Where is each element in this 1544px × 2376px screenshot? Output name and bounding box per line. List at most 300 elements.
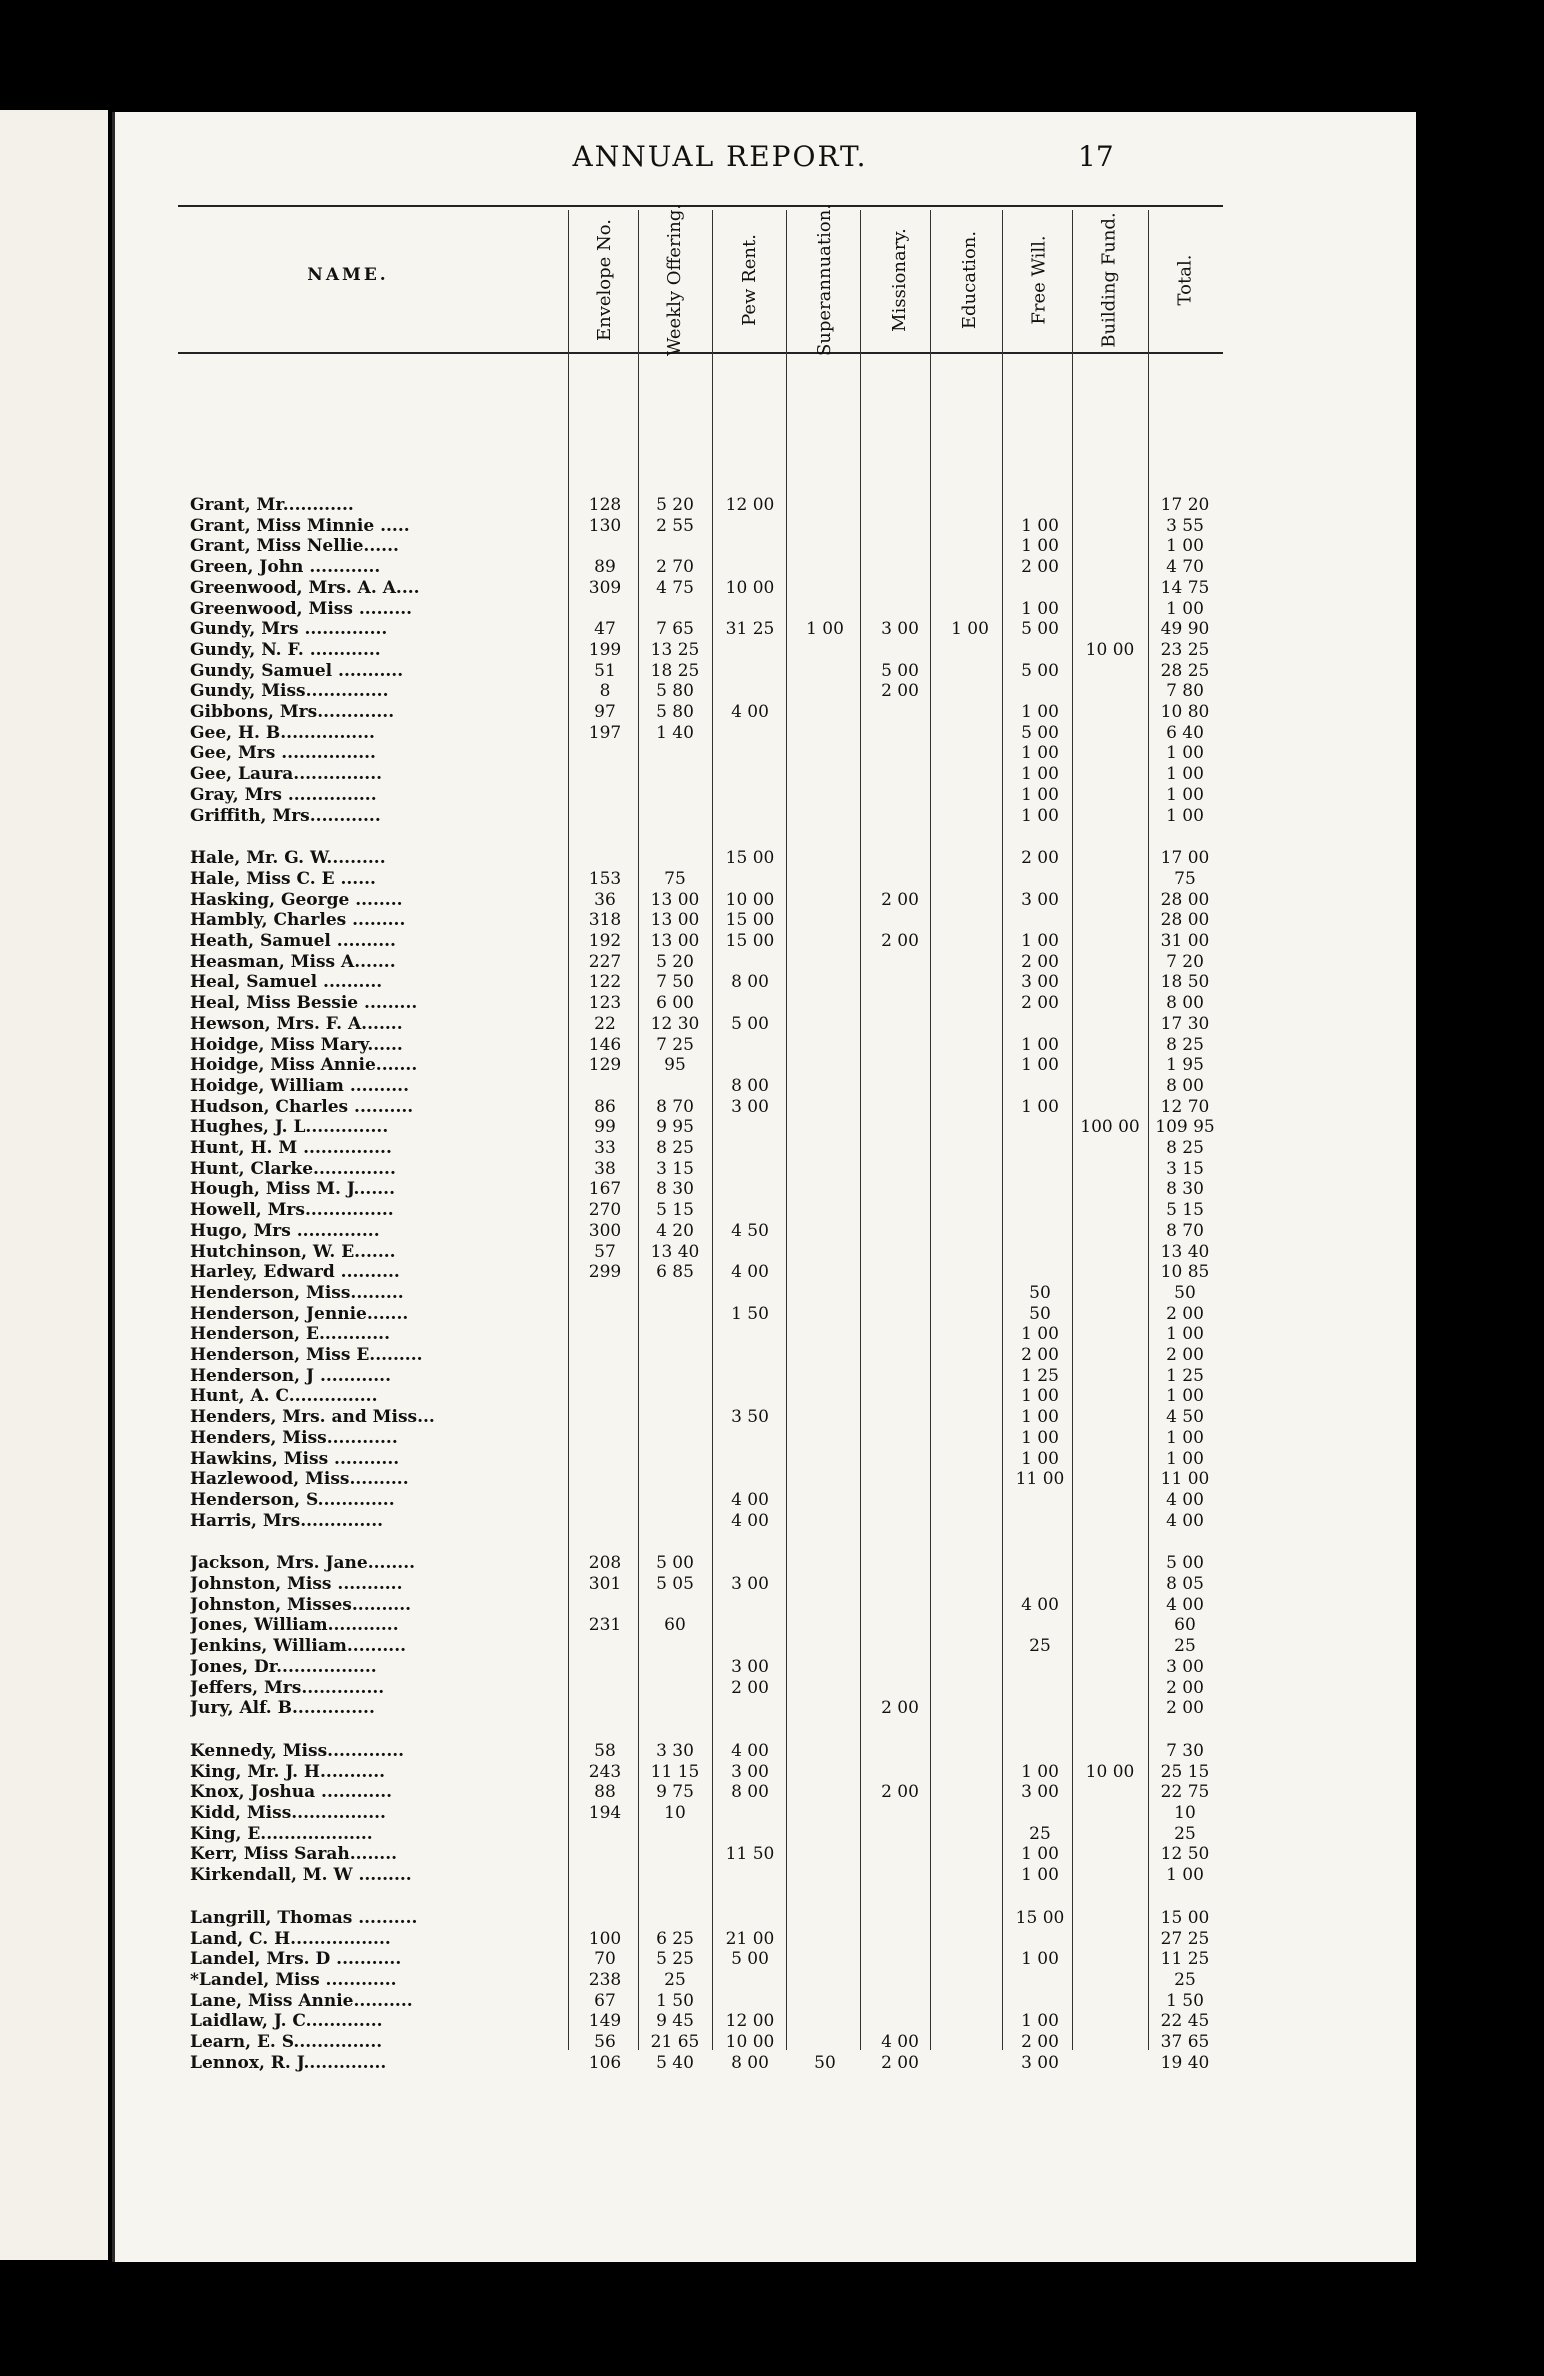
cell-total: 13 40 [1160, 1241, 1210, 1262]
cell-envelope: 38 [594, 1158, 616, 1179]
table-row [0, 1304, 1300, 1324]
cell-total: 50 [1174, 1282, 1196, 1303]
cell-free-will: 11 00 [1015, 1469, 1065, 1490]
table-row [0, 1657, 1300, 1677]
cell-name: Hoidge, William .......... [190, 1075, 410, 1096]
cell-pew-rent: 3 50 [731, 1407, 769, 1428]
cell-envelope: 318 [588, 910, 622, 931]
column-header-name: NAME. [307, 265, 389, 285]
cell-envelope: 270 [588, 1200, 622, 1221]
cell-free-will: 5 00 [1021, 619, 1059, 640]
cell-pew-rent: 4 50 [731, 1220, 769, 1241]
cell-weekly-offering: 2 55 [656, 515, 694, 536]
cell-total: 28 25 [1160, 660, 1210, 681]
cell-total: 37 65 [1160, 2032, 1210, 2052]
cell-total: 6 40 [1166, 722, 1204, 743]
cell-name: Harley, Edward .......... [190, 1262, 400, 1283]
table-row [0, 1595, 1300, 1615]
cell-name: Kidd, Miss................ [190, 1803, 386, 1823]
table-row [0, 1949, 1300, 1969]
table-row [0, 723, 1300, 743]
cell-name: Grant, Miss Nellie...... [190, 536, 399, 557]
cell-name: Jeffers, Mrs.............. [190, 1677, 385, 1698]
cell-weekly-offering: 4 20 [656, 1220, 694, 1241]
cell-envelope: 67 [594, 1990, 616, 2011]
table-row [0, 1386, 1300, 1406]
cell-weekly-offering: 7 65 [656, 619, 694, 640]
cell-total: 14 75 [1160, 577, 1210, 598]
cell-total: 25 [1174, 1636, 1196, 1657]
cell-envelope: 100 [588, 1928, 622, 1949]
cell-envelope: 36 [594, 889, 616, 910]
cell-free-will: 1 00 [1021, 931, 1059, 951]
cell-total: 15 00 [1160, 1907, 1210, 1928]
cell-free-will: 1 00 [1021, 1865, 1059, 1886]
table-row [0, 1824, 1300, 1844]
cell-total: 1 00 [1166, 743, 1204, 764]
cell-free-will: 2 00 [1021, 2032, 1059, 2052]
cell-free-will: 1 00 [1021, 1324, 1059, 1345]
cell-name: Hale, Mr. G. W.......... [190, 848, 386, 869]
cell-weekly-offering: 75 [664, 868, 686, 889]
column-header-label: Education. [959, 230, 980, 330]
cell-pew-rent: 4 00 [731, 1262, 769, 1283]
cell-name: Jackson, Mrs. Jane........ [190, 1553, 416, 1574]
table-row [0, 1179, 1300, 1199]
table-row [0, 1553, 1300, 1573]
table-row [0, 1929, 1300, 1949]
table-row [0, 1574, 1300, 1594]
cell-name: Lennox, R. J.............. [190, 2052, 387, 2073]
cell-name: Hunt, A. C............... [190, 1386, 378, 1407]
cell-total: 4 70 [1166, 557, 1204, 578]
cell-total: 7 20 [1166, 951, 1204, 972]
table-row [0, 1844, 1300, 1864]
cell-pew-rent: 8 00 [731, 2052, 769, 2073]
cell-name: Hale, Miss C. E ...... [190, 868, 376, 889]
table-row [0, 557, 1300, 577]
table-row [0, 1678, 1300, 1698]
cell-pew-rent: 11 50 [725, 1844, 775, 1865]
column-header-label: Weekly Offering. [664, 203, 686, 357]
cell-name: Land, C. H................. [190, 1928, 391, 1949]
cell-name: Hughes, J. L.............. [190, 1117, 389, 1138]
table-row [0, 1200, 1300, 1220]
cell-name: Grant, Miss Minnie ..... [190, 515, 410, 536]
cell-total: 2 00 [1166, 1698, 1204, 1719]
cell-weekly-offering: 9 45 [656, 2011, 694, 2032]
cell-weekly-offering: 4 75 [656, 577, 694, 598]
cell-name: Howell, Mrs............... [190, 1200, 394, 1221]
cell-pew-rent: 12 00 [725, 2011, 775, 2032]
cell-total: 25 [1174, 1823, 1196, 1844]
table-row [0, 931, 1300, 951]
cell-weekly-offering: 13 25 [650, 639, 700, 660]
cell-envelope: 149 [588, 2011, 622, 2032]
cell-free-will: 1 00 [1021, 536, 1059, 557]
cell-name: Heath, Samuel .......... [190, 931, 396, 951]
cell-total: 28 00 [1160, 910, 1210, 931]
table-row [0, 1908, 1300, 1928]
table-row [0, 1055, 1300, 1075]
cell-superannuation: 50 [814, 2052, 836, 2073]
cell-free-will: 3 00 [1021, 1782, 1059, 1803]
table-row [0, 890, 1300, 910]
cell-weekly-offering: 9 95 [656, 1117, 694, 1138]
cell-total: 2 00 [1166, 1303, 1204, 1324]
cell-name: Kennedy, Miss............. [190, 1740, 405, 1761]
column-header-label: Building Fund. [1099, 212, 1120, 348]
column-header-label: Envelope No. [594, 218, 616, 342]
cell-total: 7 30 [1166, 1740, 1204, 1761]
cell-name: Hambly, Charles ......... [190, 910, 406, 931]
cell-envelope: 197 [588, 722, 622, 743]
table-row [0, 1138, 1300, 1158]
cell-total: 25 15 [1160, 1761, 1210, 1782]
cell-total: 1 00 [1166, 805, 1204, 826]
cell-weekly-offering: 5 00 [656, 1553, 694, 1574]
cell-name: Hazlewood, Miss.......... [190, 1469, 409, 1490]
table-row [0, 578, 1300, 598]
table-row [0, 910, 1300, 930]
cell-free-will: 1 00 [1021, 1096, 1059, 1117]
cell-name: Jenkins, William.......... [190, 1636, 407, 1657]
table-row [0, 599, 1300, 619]
cell-weekly-offering: 5 20 [656, 951, 694, 972]
table-row [0, 1076, 1300, 1096]
cell-envelope: 129 [588, 1055, 622, 1076]
cell-total: 19 40 [1160, 2052, 1210, 2073]
cell-name: Henderson, Miss E......... [190, 1345, 423, 1365]
table-row [0, 640, 1300, 660]
cell-weekly-offering: 6 25 [656, 1928, 694, 1949]
cell-total: 17 30 [1160, 1013, 1210, 1034]
table-row [0, 1782, 1300, 1802]
cell-envelope: 51 [594, 660, 616, 681]
cell-free-will: 1 00 [1021, 1448, 1059, 1469]
cell-name: Gundy, Miss.............. [190, 681, 389, 702]
cell-envelope: 192 [588, 931, 622, 951]
cell-name: Griffith, Mrs............ [190, 805, 381, 826]
cell-envelope: 208 [588, 1553, 622, 1574]
table-row [0, 1035, 1300, 1055]
cell-free-will: 4 00 [1021, 1594, 1059, 1615]
cell-name: Hunt, Clarke.............. [190, 1158, 396, 1179]
cell-pew-rent: 31 25 [725, 619, 775, 640]
cell-envelope: 130 [588, 515, 622, 536]
cell-name: Landel, Mrs. D ........... [190, 1949, 402, 1970]
cell-name: Jury, Alf. B.............. [190, 1698, 375, 1719]
cell-missionary: 5 00 [881, 660, 919, 681]
table-row [0, 1407, 1300, 1427]
cell-total: 8 00 [1166, 993, 1204, 1014]
cell-free-will: 1 00 [1021, 1844, 1059, 1865]
cell-name: Heasman, Miss A....... [190, 951, 396, 972]
cell-name: Gray, Mrs ............... [190, 784, 377, 805]
cell-education: 1 00 [951, 619, 989, 640]
cell-free-will: 1 00 [1021, 805, 1059, 826]
column-header-label: Free Will. [1029, 235, 1051, 325]
cell-name: Kerr, Miss Sarah........ [190, 1844, 398, 1865]
cell-name: Learn, E. S............... [190, 2032, 383, 2052]
cell-weekly-offering: 5 05 [656, 1574, 694, 1594]
table-row [0, 869, 1300, 889]
cell-free-will: 1 00 [1021, 764, 1059, 785]
cell-name: Henderson, S............. [190, 1489, 395, 1510]
cell-pew-rent: 21 00 [725, 1928, 775, 1949]
cell-envelope: 243 [588, 1761, 622, 1782]
cell-total: 7 80 [1166, 681, 1204, 702]
cell-name: Hoidge, Miss Annie....... [190, 1055, 418, 1076]
cell-name: Gundy, Mrs .............. [190, 619, 388, 640]
cell-name: Henders, Miss............ [190, 1427, 398, 1448]
table-row [0, 785, 1300, 805]
cell-weekly-offering: 6 00 [656, 993, 694, 1014]
cell-free-will: 1 00 [1021, 1034, 1059, 1055]
cell-pew-rent: 3 00 [731, 1656, 769, 1677]
cell-pew-rent: 3 00 [731, 1761, 769, 1782]
column-header-label: Missionary. [889, 228, 910, 332]
table-row [0, 972, 1300, 992]
cell-envelope: 301 [588, 1574, 622, 1594]
cell-free-will: 2 00 [1021, 557, 1059, 578]
cell-total: 1 00 [1166, 1427, 1204, 1448]
cell-name: King, E................... [190, 1823, 373, 1844]
cell-total: 11 00 [1160, 1469, 1210, 1490]
cell-pew-rent: 4 00 [731, 1510, 769, 1531]
cell-pew-rent: 4 00 [731, 702, 769, 722]
column-header-envelope [570, 215, 640, 345]
cell-envelope: 8 [599, 681, 611, 702]
cell-pew-rent: 3 00 [731, 1574, 769, 1594]
cell-free-will: 1 00 [1021, 515, 1059, 536]
cell-envelope: 122 [588, 972, 622, 993]
cell-total: 1 25 [1166, 1365, 1204, 1386]
column-header-education [935, 215, 1005, 345]
cell-name: Hewson, Mrs. F. A....... [190, 1013, 403, 1034]
cell-weekly-offering: 3 30 [656, 1740, 694, 1761]
cell-name: Lane, Miss Annie.......... [190, 1990, 413, 2011]
cell-total: 109 95 [1155, 1117, 1215, 1138]
page-title: ANNUAL REPORT. [572, 140, 868, 173]
cell-weekly-offering: 95 [664, 1055, 686, 1076]
cell-name: Hudson, Charles .......... [190, 1096, 414, 1117]
cell-total: 25 [1174, 1969, 1196, 1990]
cell-total: 49 90 [1160, 619, 1210, 640]
cell-missionary: 2 00 [881, 681, 919, 702]
cell-envelope: 194 [588, 1803, 622, 1823]
cell-free-will: 1 00 [1021, 702, 1059, 722]
cell-weekly-offering: 11 15 [650, 1761, 700, 1782]
cell-free-will: 25 [1029, 1636, 1051, 1657]
page-number: 17 [1078, 140, 1114, 173]
table-row [0, 1991, 1300, 2011]
cell-free-will: 1 00 [1021, 1407, 1059, 1428]
cell-weekly-offering: 1 50 [656, 1990, 694, 2011]
table-row [0, 1511, 1300, 1531]
cell-weekly-offering: 5 15 [656, 1200, 694, 1221]
cell-total: 4 00 [1166, 1594, 1204, 1615]
cell-name: *Landel, Miss ............ [190, 1969, 397, 1990]
table-row [0, 1803, 1300, 1823]
cell-name: Henderson, Miss......... [190, 1282, 404, 1303]
table-row [0, 2011, 1300, 2031]
column-header-label: Total. [1173, 254, 1195, 306]
cell-envelope: 56 [594, 2032, 616, 2052]
cell-name: Hutchinson, W. E....... [190, 1241, 396, 1262]
cell-pew-rent: 2 00 [731, 1677, 769, 1698]
cell-total: 8 25 [1166, 1034, 1204, 1055]
cell-name: Henders, Mrs. and Miss... [190, 1407, 435, 1428]
cell-weekly-offering: 5 25 [656, 1949, 694, 1970]
cell-missionary: 4 00 [881, 2032, 919, 2052]
table-row [0, 1762, 1300, 1782]
table-row [0, 1324, 1300, 1344]
cell-name: Jones, William............ [190, 1615, 399, 1636]
cell-total: 23 25 [1160, 639, 1210, 660]
cell-total: 60 [1174, 1615, 1196, 1636]
cell-free-will: 1 25 [1021, 1365, 1059, 1386]
cell-total: 10 85 [1160, 1262, 1210, 1283]
cell-total: 28 00 [1160, 889, 1210, 910]
cell-weekly-offering: 18 25 [650, 660, 700, 681]
cell-envelope: 89 [594, 557, 616, 578]
column-header-pew-rent [715, 215, 785, 345]
table-row [0, 1698, 1300, 1718]
cell-missionary: 2 00 [881, 931, 919, 951]
cell-pew-rent: 10 00 [725, 577, 775, 598]
cell-building-fund: 10 00 [1085, 1761, 1135, 1782]
cell-total: 1 00 [1166, 1324, 1204, 1345]
cell-envelope: 58 [594, 1740, 616, 1761]
cell-envelope: 47 [594, 619, 616, 640]
table-row [0, 1242, 1300, 1262]
cell-total: 5 15 [1166, 1200, 1204, 1221]
cell-missionary: 2 00 [881, 1782, 919, 1803]
table-row [0, 681, 1300, 701]
cell-pew-rent: 5 00 [731, 1949, 769, 1970]
cell-weekly-offering: 5 80 [656, 702, 694, 722]
cell-total: 8 05 [1166, 1574, 1204, 1594]
table-row [0, 702, 1300, 722]
cell-missionary: 2 00 [881, 889, 919, 910]
cell-name: Hawkins, Miss ........... [190, 1448, 400, 1469]
table-row [0, 495, 1300, 515]
table-row [0, 1366, 1300, 1386]
cell-pew-rent: 12 00 [725, 495, 775, 515]
cell-name: Gundy, N. F. ............ [190, 639, 381, 660]
cell-missionary: 3 00 [881, 619, 919, 640]
cell-name: Gibbons, Mrs............. [190, 702, 395, 722]
cell-total: 12 70 [1160, 1096, 1210, 1117]
cell-name: Gee, Laura............... [190, 764, 383, 785]
cell-envelope: 99 [594, 1117, 616, 1138]
cell-free-will: 2 00 [1021, 1345, 1059, 1365]
cell-total: 1 00 [1166, 784, 1204, 805]
table-row [0, 1345, 1300, 1365]
cell-weekly-offering: 13 00 [650, 910, 700, 931]
cell-pew-rent: 4 00 [731, 1740, 769, 1761]
cell-total: 2 00 [1166, 1345, 1204, 1365]
cell-free-will: 1 00 [1021, 743, 1059, 764]
cell-name: Hunt, H. M ............... [190, 1138, 392, 1158]
table-row [0, 1970, 1300, 1990]
cell-envelope: 227 [588, 951, 622, 972]
cell-missionary: 2 00 [881, 1698, 919, 1719]
cell-envelope: 57 [594, 1241, 616, 1262]
cell-total: 8 00 [1166, 1075, 1204, 1096]
cell-total: 4 00 [1166, 1510, 1204, 1531]
cell-pew-rent: 1 50 [731, 1303, 769, 1324]
cell-superannuation: 1 00 [806, 619, 844, 640]
cell-building-fund: 10 00 [1085, 639, 1135, 660]
cell-total: 10 [1174, 1803, 1196, 1823]
table-row [0, 1428, 1300, 1448]
cell-pew-rent: 15 00 [725, 931, 775, 951]
cell-free-will: 3 00 [1021, 2052, 1059, 2073]
cell-free-will: 1 00 [1021, 598, 1059, 619]
cell-pew-rent: 4 00 [731, 1489, 769, 1510]
cell-name: Laidlaw, J. C............. [190, 2011, 383, 2032]
cell-free-will: 1 00 [1021, 1427, 1059, 1448]
cell-envelope: 106 [588, 2052, 622, 2073]
table-row [0, 1636, 1300, 1656]
cell-name: Gee, Mrs ................ [190, 743, 376, 764]
cell-free-will: 2 00 [1021, 993, 1059, 1014]
cell-total: 4 00 [1166, 1489, 1204, 1510]
cell-free-will: 5 00 [1021, 660, 1059, 681]
cell-weekly-offering: 13 40 [650, 1241, 700, 1262]
cell-envelope: 238 [588, 1969, 622, 1990]
cell-pew-rent: 3 00 [731, 1096, 769, 1117]
cell-envelope: 199 [588, 639, 622, 660]
cell-name: Harris, Mrs.............. [190, 1510, 384, 1531]
table-header-rule [178, 352, 1223, 354]
cell-weekly-offering: 1 40 [656, 722, 694, 743]
column-header-weekly-offering [640, 203, 710, 357]
column-header-building-fund [1075, 212, 1145, 348]
table-row [0, 1221, 1300, 1241]
cell-name: Johnston, Miss ........... [190, 1574, 403, 1594]
cell-name: Henderson, E............ [190, 1324, 390, 1345]
cell-weekly-offering: 8 25 [656, 1138, 694, 1158]
cell-envelope: 299 [588, 1262, 622, 1283]
cell-free-will: 15 00 [1015, 1907, 1065, 1928]
cell-free-will: 1 00 [1021, 1055, 1059, 1076]
cell-weekly-offering: 7 50 [656, 972, 694, 993]
cell-envelope: 22 [594, 1013, 616, 1034]
cell-name: Hough, Miss M. J....... [190, 1179, 395, 1200]
cell-total: 8 25 [1166, 1138, 1204, 1158]
column-header-superannuation [790, 203, 860, 357]
table-row [0, 806, 1300, 826]
table-row [0, 1469, 1300, 1489]
table-row [0, 1117, 1300, 1137]
cell-free-will: 50 [1029, 1303, 1051, 1324]
cell-weekly-offering: 5 40 [656, 2052, 694, 2073]
cell-name: Heal, Samuel .......... [190, 972, 383, 993]
table-row [0, 2032, 1300, 2052]
column-header-total [1150, 215, 1220, 345]
cell-total: 1 00 [1166, 1865, 1204, 1886]
table-row [0, 952, 1300, 972]
cell-weekly-offering: 10 [664, 1803, 686, 1823]
cell-name: Johnston, Misses.......... [190, 1594, 412, 1615]
cell-envelope: 70 [594, 1949, 616, 1970]
cell-weekly-offering: 7 25 [656, 1034, 694, 1055]
cell-total: 1 00 [1166, 1386, 1204, 1407]
cell-total: 1 00 [1166, 764, 1204, 785]
